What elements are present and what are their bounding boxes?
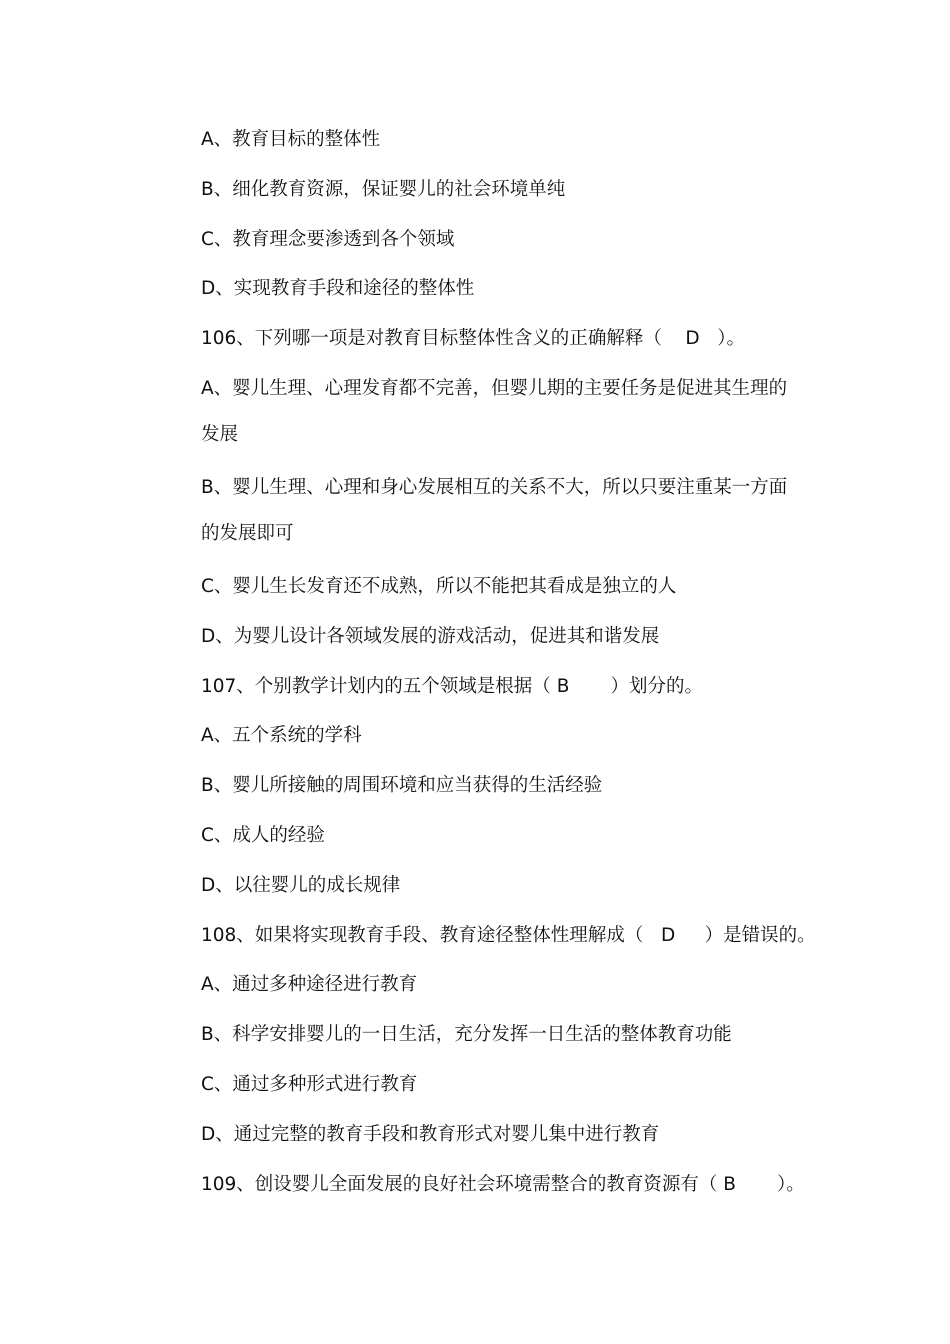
q106-option-b-line: B、婴儿生理、心理和身心发展相互的关系不大，所以只要注重某一方面 bbox=[201, 476, 788, 498]
question-108: 108、如果将实现教育手段、教育途径整体性理解成（ D ）是错误的。 bbox=[201, 924, 816, 946]
option-a-line: A、教育目标的整体性 bbox=[201, 129, 381, 150]
question-106: 106、下列哪一项是对教育目标整体性含义的正确解释（ D ）。 bbox=[201, 328, 745, 350]
question-109: 109、创设婴儿全面发展的良好社会环境需整合的教育资源有（ B ）。 bbox=[201, 1173, 805, 1195]
q107-option-d-line: D、以往婴儿的成长规律 bbox=[201, 874, 401, 896]
q107-option-a-line: A、五个系统的学科 bbox=[201, 725, 362, 747]
question-text-block bbox=[201, 122, 816, 1216]
q106-option-d-line: D、为婴儿设计各领域发展的游戏活动，促进其和谐发展 bbox=[201, 625, 660, 647]
q108-option-a-line: A、通过多种途径进行教育 bbox=[201, 974, 418, 996]
q106-option-c-line: C、婴儿生长发育还不成熟，所以不能把其看成是独立的人 bbox=[201, 575, 677, 597]
q107-option-b-line: B、婴儿所接触的周围环境和应当获得的生活经验 bbox=[201, 775, 603, 797]
q108-option-b-line: B、科学安排婴儿的一日生活，充分发挥一日生活的整体教育功能 bbox=[201, 1024, 732, 1046]
option-d-line: D、实现教育手段和途径的整体性 bbox=[201, 278, 475, 300]
question-107: 107、个别教学计划内的五个领域是根据（ B ）划分的。 bbox=[201, 675, 704, 697]
q106-option-a-continued: 发展 bbox=[201, 423, 239, 445]
q106-option-a-line: A、婴儿生理、心理发育都不完善，但婴儿期的主要任务是促进其生理的 bbox=[201, 377, 788, 399]
option-b-line: B、细化教育资源，保证婴儿的社会环境单纯 bbox=[201, 178, 566, 200]
q108-option-c-line: C、通过多种形式进行教育 bbox=[201, 1073, 418, 1095]
option-c-line: C、教育理念要渗透到各个领域 bbox=[201, 228, 455, 250]
q106-option-b-continued: 的发展即可 bbox=[201, 522, 294, 544]
q107-option-c-line: C、成人的经验 bbox=[201, 824, 325, 846]
q108-option-d-line: D、通过完整的教育手段和教育形式对婴儿集中进行教育 bbox=[201, 1123, 660, 1145]
